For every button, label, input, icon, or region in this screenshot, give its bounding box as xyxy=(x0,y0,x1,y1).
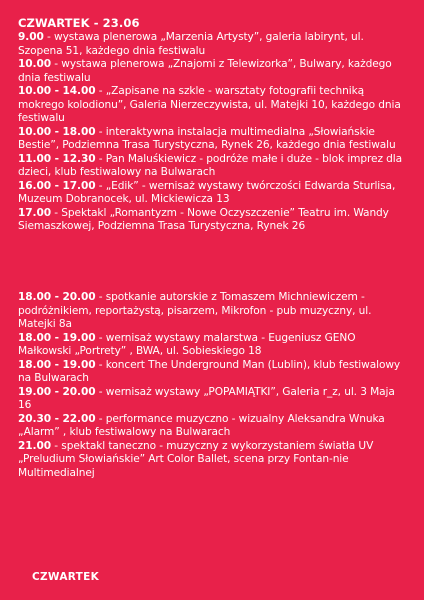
event-time: 18.00 - 19.00 xyxy=(18,358,96,371)
event-time: 10.00 - 14.00 xyxy=(18,85,96,97)
event-time: 20.30 - 22.00 xyxy=(18,412,96,425)
event-item xyxy=(18,386,410,413)
event-item xyxy=(18,126,410,153)
event-time: 9.00 xyxy=(18,31,44,43)
event-item xyxy=(18,413,410,440)
page-title: CZWARTEK - 23.06 xyxy=(18,16,140,30)
event-description: - interaktywna instalacja multimedialna „Słowiańskie Bestie”, Podziemna Trasa Turystyczna, Rynek 26, każdego dnia festiwalu xyxy=(18,125,396,151)
event-description: - koncert The Underground Man (Lublin), klub festiwalowy na Bulwarach xyxy=(18,358,401,384)
event-item xyxy=(18,291,410,332)
event-time: 21.00 xyxy=(18,439,52,452)
event-time: 18.00 - 20.00 xyxy=(18,291,96,303)
event-item xyxy=(18,207,410,234)
event-item xyxy=(18,332,410,359)
page-footer-day-label: CZWARTEK xyxy=(32,571,100,583)
event-description: - wernisaż wystawy „POPAMIĄTKI”, Galeria r_z, ul. 3 Maja 16 xyxy=(18,385,395,411)
event-description: - „Edik” - wernisaż wystawy twórczości Edwarda Sturlisa, Muzeum Dobranocek, ul. Mickiewicza 13 xyxy=(18,179,396,205)
event-time: 16.00 - 17.00 xyxy=(18,179,96,192)
event-description: - Spektakl „Romantyzm - Nowe Oczyszczenie” Teatru im. Wandy Siemaszkowej, Podziemna Trasa Turystyczna, Rynek 26 xyxy=(18,206,389,232)
event-description: - spotkanie autorskie z Tomaszem Michniewiczem - podróżnikiem, reportażystą, pisarzem, Mikrofon - pub muzyczny, ul. Matejki 8a xyxy=(18,291,372,330)
event-item xyxy=(18,31,410,58)
event-time: 17.00 xyxy=(18,206,52,219)
event-item xyxy=(18,440,410,481)
event-item xyxy=(18,359,410,386)
event-description: - „Zapisane na szkle - warsztaty fotografii techniką mokrego kolodionu”, Galeria Nierzeczywista, ul. Matejki 10, każdego dnia festiwalu xyxy=(18,85,401,124)
event-list-evening xyxy=(18,291,410,480)
event-time: 19.00 - 20.00 xyxy=(18,385,96,398)
event-description: - spektakl taneczno - muzyczny z wykorzystaniem światła UV „Preludium Słowiańskie” Art Color Ballet, scena przy Fontan-nie Multimedialnej xyxy=(18,439,374,479)
event-item xyxy=(18,85,410,126)
event-description: - performance muzyczno - wizualny Aleksandra Wnuka „Alarm” , klub festiwalowy na Bulwarach xyxy=(18,412,385,438)
event-description: - wernisaż wystawy malarstwa - Eugeniusz GENO Małkowski „Portrety” , BWA, ul. Sobieskiego 18 xyxy=(18,331,356,357)
event-item xyxy=(18,58,410,85)
event-description: - wystawa plenerowa „Marzenia Artysty”, galeria labirynt, ul. Szopena 51, każdego dnia festiwalu xyxy=(18,31,364,57)
event-description: - Pan Maluśkiewicz - podróże małe i duże - blok imprez dla dzieci, klub festiwalowy na Bulwarach xyxy=(18,152,403,178)
event-time: 10.00 xyxy=(18,58,52,70)
event-item xyxy=(18,180,410,207)
event-list-daytime xyxy=(18,31,410,234)
event-description: - wystawa plenerowa „Znajomi z Telewizorka”, Bulwary, każdego dnia festiwalu xyxy=(18,58,392,84)
event-time: 11.00 - 12.30 xyxy=(18,152,96,165)
event-time: 10.00 - 18.00 xyxy=(18,125,96,138)
event-item xyxy=(18,153,410,180)
event-time: 18.00 - 19.00 xyxy=(18,331,96,344)
